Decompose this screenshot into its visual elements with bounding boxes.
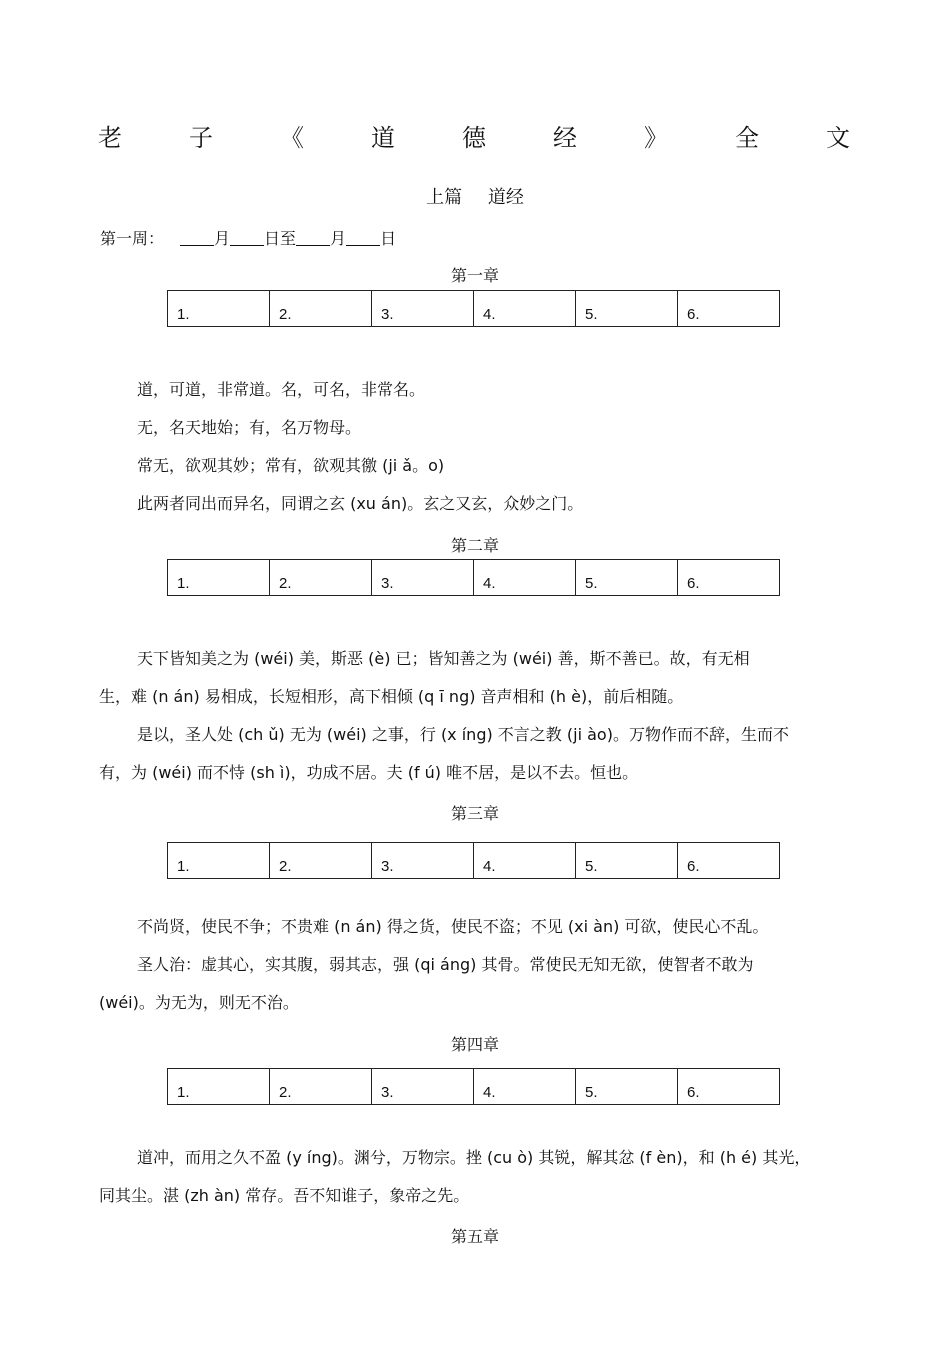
title-char: 全 xyxy=(735,124,759,152)
day-to-label: 日至 xyxy=(264,229,297,248)
text-line: 同其尘。湛 (zh àn) 常存。吾不知谁子，象帝之先。 xyxy=(99,1186,470,1205)
chapter-text xyxy=(99,371,839,523)
text-line: 生，难 (n án) 易相成，长短相形，高下相倾 (q ī ng) 音声相和 (h è)，前后相随。 xyxy=(99,687,684,706)
grid-cell[interactable]: 3. xyxy=(372,1069,474,1104)
grid-cell[interactable]: 3. xyxy=(372,291,474,326)
chapter-text xyxy=(99,640,839,792)
text-line: 有，为 (wéi) 而不恃 (sh ì)，功成不居。夫 (f ú) 唯不居，是以不去。恒也。 xyxy=(99,763,639,782)
title-char: 道 xyxy=(371,124,395,152)
grid-cell[interactable]: 4. xyxy=(474,291,576,326)
section-subtitle xyxy=(0,183,950,209)
grid-cell[interactable]: 5. xyxy=(576,1069,678,1104)
text-line: 常无，欲观其妙；常有，欲观其徼 (ji ǎ。o) xyxy=(137,456,445,475)
grid-cell[interactable]: 2. xyxy=(270,843,372,878)
grid-cell[interactable]: 3. xyxy=(372,843,474,878)
chapter-title: 第四章 xyxy=(450,1035,499,1054)
title-char: 德 xyxy=(462,124,486,152)
subtitle-part: 上篇 xyxy=(426,187,463,208)
grid-cell[interactable]: 4. xyxy=(474,560,576,595)
week-schedule-line xyxy=(100,226,396,249)
document-title xyxy=(98,118,850,153)
day-label: 日 xyxy=(380,229,397,248)
text-line: 道冲，而用之久不盈 (y íng)。渊兮，万物宗。挫 (cu ò) 其锐，解其忿 (f èn)，和 (h é) 其光， xyxy=(137,1148,811,1167)
title-char: 文 xyxy=(826,124,850,152)
chapter-text xyxy=(99,908,839,1022)
text-line: 天下皆知美之为 (wéi) 美，斯恶 (è) 已；皆知善之为 (wéi) 善，斯不善已。故，有无相 xyxy=(137,649,750,668)
grid-cell[interactable]: 5. xyxy=(576,560,678,595)
grid-cell[interactable]: 4. xyxy=(474,1069,576,1104)
grid-cell[interactable]: 2. xyxy=(270,291,372,326)
chapter-title: 第三章 xyxy=(450,804,499,823)
grid-cell[interactable]: 6. xyxy=(687,1084,700,1101)
chapter-title: 第五章 xyxy=(450,1227,499,1246)
title-char: 《 xyxy=(280,124,304,152)
grid-cell[interactable]: 3. xyxy=(372,560,474,595)
grid-cell[interactable]: 6. xyxy=(687,306,700,323)
checklist-grid xyxy=(167,842,780,879)
blank-field[interactable] xyxy=(180,229,214,246)
text-line: 是以，圣人处 (ch ǔ) 无为 (wéi) 之事，行 (x íng) 不言之教 (ji ào)。万物作而不辞，生而不 xyxy=(137,725,789,744)
chapter-title: 第一章 xyxy=(450,266,499,285)
chapter-title: 第二章 xyxy=(450,536,499,555)
blank-field[interactable] xyxy=(346,229,380,246)
subtitle-name: 道经 xyxy=(487,187,524,208)
month-label: 月 xyxy=(330,229,347,248)
blank-field[interactable] xyxy=(230,229,264,246)
grid-cell[interactable]: 1. xyxy=(168,843,270,878)
grid-cell[interactable]: 5. xyxy=(576,291,678,326)
checklist-grid xyxy=(167,1068,780,1105)
grid-cell[interactable]: 4. xyxy=(474,843,576,878)
text-line: 此两者同出而异名，同谓之玄 (xu án)。玄之又玄，众妙之门。 xyxy=(137,494,584,513)
checklist-grid xyxy=(167,290,780,327)
grid-cell[interactable]: 1. xyxy=(168,291,270,326)
text-line: 无，名天地始；有，名万物母。 xyxy=(137,418,362,437)
grid-cell[interactable]: 2. xyxy=(270,1069,372,1104)
week-label: 第一周： xyxy=(100,229,165,248)
title-char: 》 xyxy=(644,124,668,152)
grid-cell[interactable]: 5. xyxy=(576,843,678,878)
text-line: (wéi)。为无为，则无不治。 xyxy=(99,993,299,1012)
grid-cell[interactable]: 6. xyxy=(687,575,700,592)
month-label: 月 xyxy=(214,229,231,248)
title-char: 经 xyxy=(553,124,577,152)
grid-cell[interactable]: 1. xyxy=(168,1069,270,1104)
grid-cell[interactable]: 2. xyxy=(270,560,372,595)
blank-field[interactable] xyxy=(296,229,330,246)
checklist-grid xyxy=(167,559,780,596)
grid-cell[interactable]: 1. xyxy=(168,560,270,595)
grid-cell[interactable]: 6. xyxy=(687,858,700,875)
text-line: 道，可道，非常道。名，可名，非常名。 xyxy=(137,380,426,399)
text-line: 不尚贤，使民不争；不贵难 (n án) 得之货，使民不盗；不见 (xi àn) 可欲，使民心不乱。 xyxy=(137,917,769,936)
title-char: 子 xyxy=(189,124,213,152)
title-char: 老 xyxy=(98,124,122,152)
text-line: 圣人治：虚其心，实其腹，弱其志，强 (qi áng) 其骨。常使民无知无欲，使智者不敢为 xyxy=(137,955,754,974)
chapter-text xyxy=(99,1139,839,1215)
